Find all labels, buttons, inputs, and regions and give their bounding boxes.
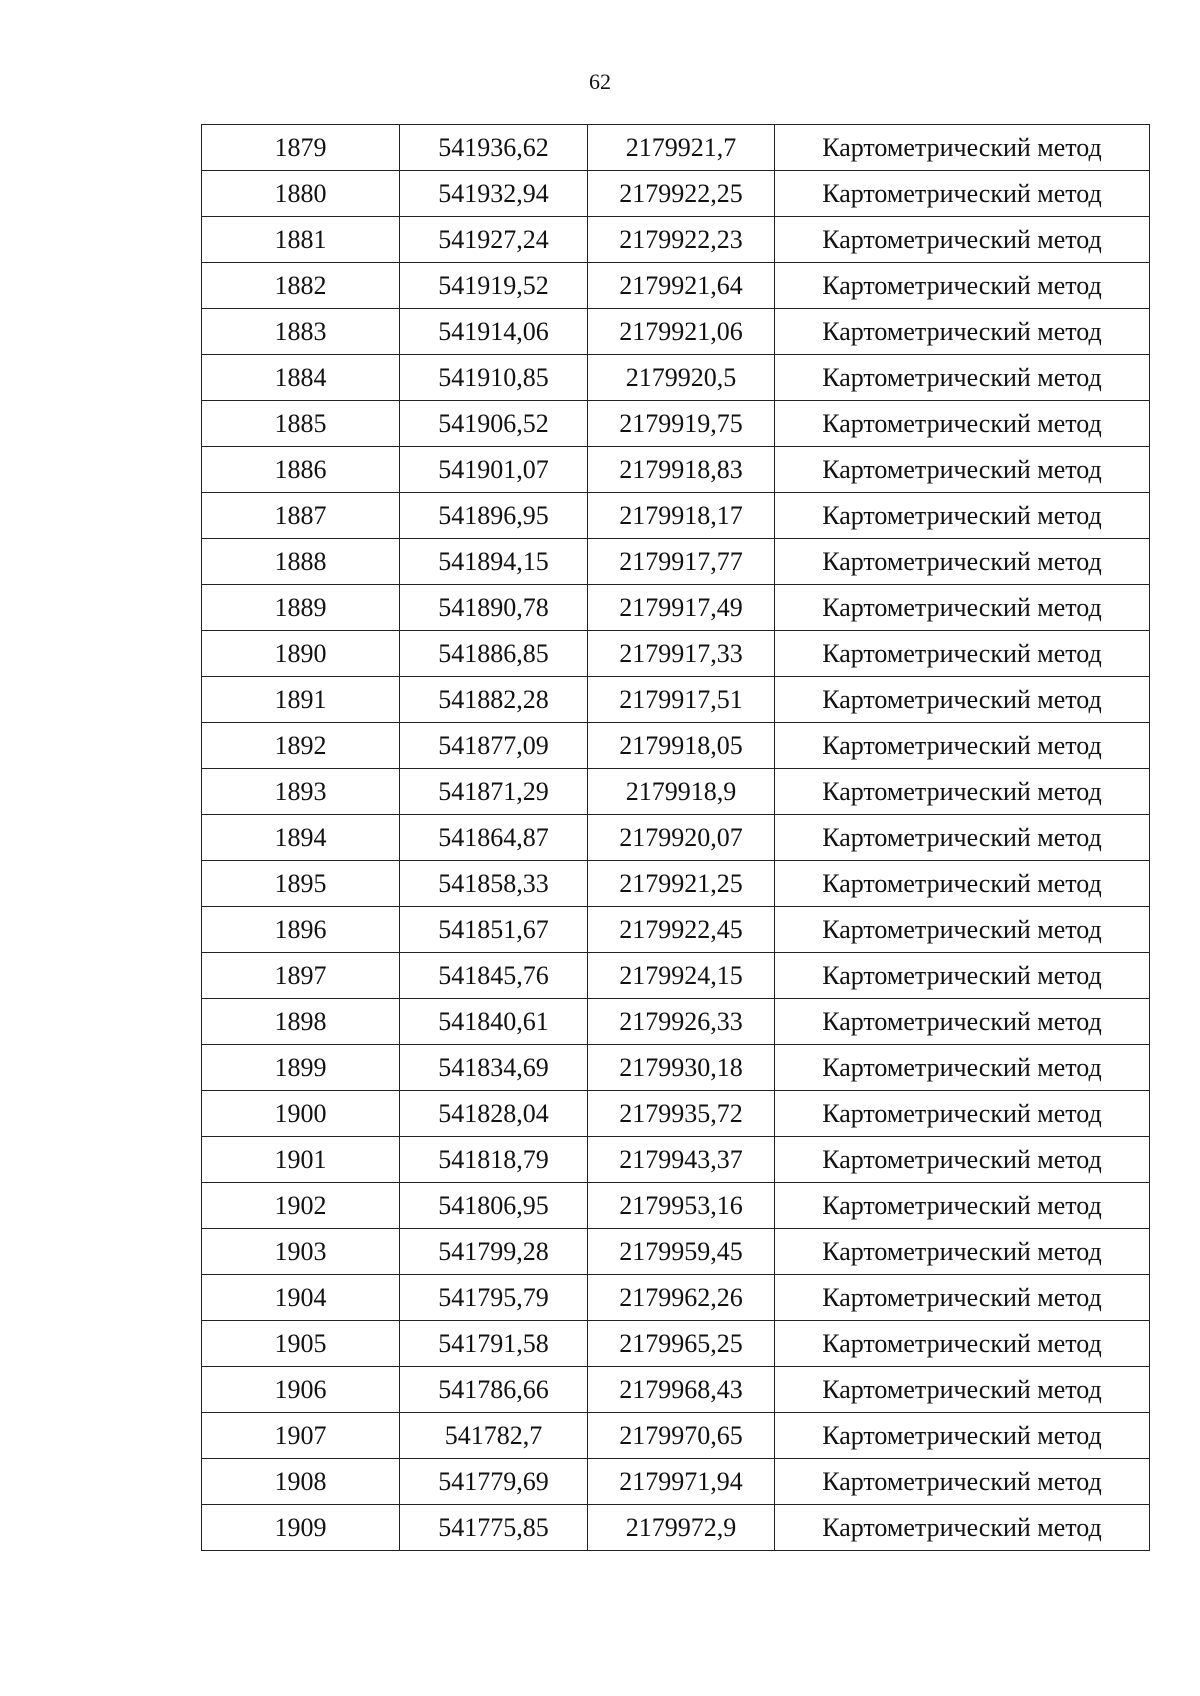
- point-number-cell: 1893: [202, 769, 400, 815]
- y-coordinate-cell: 2179920,5: [588, 355, 775, 401]
- method-cell: Картометрический метод: [775, 1275, 1150, 1321]
- point-number-cell: 1896: [202, 907, 400, 953]
- table-row: [202, 217, 1150, 263]
- method-cell: Картометрический метод: [775, 355, 1150, 401]
- table-row: [202, 1275, 1150, 1321]
- method-cell: Картометрический метод: [775, 217, 1150, 263]
- method-cell: Картометрический метод: [775, 999, 1150, 1045]
- coordinates-table: [201, 124, 1150, 1551]
- table-row: [202, 769, 1150, 815]
- method-cell: Картометрический метод: [775, 1137, 1150, 1183]
- method-cell: Картометрический метод: [775, 1045, 1150, 1091]
- table-row: [202, 1091, 1150, 1137]
- point-number-cell: 1899: [202, 1045, 400, 1091]
- x-coordinate-cell: 541886,85: [400, 631, 588, 677]
- x-coordinate-cell: 541799,28: [400, 1229, 588, 1275]
- table-row: [202, 401, 1150, 447]
- point-number-cell: 1906: [202, 1367, 400, 1413]
- point-number-cell: 1884: [202, 355, 400, 401]
- x-coordinate-cell: 541906,52: [400, 401, 588, 447]
- table-row: [202, 631, 1150, 677]
- x-coordinate-cell: 541932,94: [400, 171, 588, 217]
- x-coordinate-cell: 541894,15: [400, 539, 588, 585]
- table-row: [202, 1413, 1150, 1459]
- y-coordinate-cell: 2179919,75: [588, 401, 775, 447]
- method-cell: Картометрический метод: [775, 953, 1150, 999]
- method-cell: Картометрический метод: [775, 1459, 1150, 1505]
- x-coordinate-cell: 541791,58: [400, 1321, 588, 1367]
- x-coordinate-cell: 541871,29: [400, 769, 588, 815]
- point-number-cell: 1908: [202, 1459, 400, 1505]
- x-coordinate-cell: 541795,79: [400, 1275, 588, 1321]
- x-coordinate-cell: 541834,69: [400, 1045, 588, 1091]
- y-coordinate-cell: 2179943,37: [588, 1137, 775, 1183]
- y-coordinate-cell: 2179926,33: [588, 999, 775, 1045]
- point-number-cell: 1900: [202, 1091, 400, 1137]
- point-number-cell: 1890: [202, 631, 400, 677]
- y-coordinate-cell: 2179917,51: [588, 677, 775, 723]
- table-row: [202, 1505, 1150, 1551]
- method-cell: Картометрический метод: [775, 631, 1150, 677]
- x-coordinate-cell: 541864,87: [400, 815, 588, 861]
- x-coordinate-cell: 541840,61: [400, 999, 588, 1045]
- point-number-cell: 1907: [202, 1413, 400, 1459]
- y-coordinate-cell: 2179953,16: [588, 1183, 775, 1229]
- table-row: [202, 309, 1150, 355]
- method-cell: Картометрический метод: [775, 677, 1150, 723]
- method-cell: Картометрический метод: [775, 723, 1150, 769]
- table-row: [202, 1137, 1150, 1183]
- y-coordinate-cell: 2179965,25: [588, 1321, 775, 1367]
- method-cell: Картометрический метод: [775, 539, 1150, 585]
- point-number-cell: 1898: [202, 999, 400, 1045]
- y-coordinate-cell: 2179917,33: [588, 631, 775, 677]
- x-coordinate-cell: 541818,79: [400, 1137, 588, 1183]
- table-row: [202, 1367, 1150, 1413]
- x-coordinate-cell: 541919,52: [400, 263, 588, 309]
- y-coordinate-cell: 2179922,25: [588, 171, 775, 217]
- point-number-cell: 1882: [202, 263, 400, 309]
- y-coordinate-cell: 2179917,49: [588, 585, 775, 631]
- point-number-cell: 1887: [202, 493, 400, 539]
- y-coordinate-cell: 2179918,17: [588, 493, 775, 539]
- method-cell: Картометрический метод: [775, 1183, 1150, 1229]
- table-row: [202, 171, 1150, 217]
- point-number-cell: 1909: [202, 1505, 400, 1551]
- point-number-cell: 1892: [202, 723, 400, 769]
- y-coordinate-cell: 2179972,9: [588, 1505, 775, 1551]
- table-row: [202, 355, 1150, 401]
- method-cell: Картометрический метод: [775, 815, 1150, 861]
- table-row: [202, 815, 1150, 861]
- point-number-cell: 1885: [202, 401, 400, 447]
- method-cell: Картометрический метод: [775, 1321, 1150, 1367]
- method-cell: Картометрический метод: [775, 769, 1150, 815]
- x-coordinate-cell: 541851,67: [400, 907, 588, 953]
- y-coordinate-cell: 2179935,72: [588, 1091, 775, 1137]
- x-coordinate-cell: 541779,69: [400, 1459, 588, 1505]
- table-row: [202, 953, 1150, 999]
- x-coordinate-cell: 541936,62: [400, 125, 588, 171]
- method-cell: Картометрический метод: [775, 125, 1150, 171]
- point-number-cell: 1897: [202, 953, 400, 999]
- y-coordinate-cell: 2179921,64: [588, 263, 775, 309]
- y-coordinate-cell: 2179921,7: [588, 125, 775, 171]
- table-row: [202, 907, 1150, 953]
- method-cell: Картометрический метод: [775, 1505, 1150, 1551]
- y-coordinate-cell: 2179924,15: [588, 953, 775, 999]
- table-row: [202, 677, 1150, 723]
- point-number-cell: 1880: [202, 171, 400, 217]
- x-coordinate-cell: 541775,85: [400, 1505, 588, 1551]
- y-coordinate-cell: 2179918,83: [588, 447, 775, 493]
- x-coordinate-cell: 541845,76: [400, 953, 588, 999]
- x-coordinate-cell: 541914,06: [400, 309, 588, 355]
- y-coordinate-cell: 2179971,94: [588, 1459, 775, 1505]
- point-number-cell: 1905: [202, 1321, 400, 1367]
- x-coordinate-cell: 541890,78: [400, 585, 588, 631]
- point-number-cell: 1886: [202, 447, 400, 493]
- y-coordinate-cell: 2179968,43: [588, 1367, 775, 1413]
- x-coordinate-cell: 541806,95: [400, 1183, 588, 1229]
- x-coordinate-cell: 541910,85: [400, 355, 588, 401]
- table-row: [202, 1459, 1150, 1505]
- table-row: [202, 1045, 1150, 1091]
- method-cell: Картометрический метод: [775, 171, 1150, 217]
- y-coordinate-cell: 2179922,23: [588, 217, 775, 263]
- x-coordinate-cell: 541927,24: [400, 217, 588, 263]
- y-coordinate-cell: 2179959,45: [588, 1229, 775, 1275]
- y-coordinate-cell: 2179930,18: [588, 1045, 775, 1091]
- x-coordinate-cell: 541828,04: [400, 1091, 588, 1137]
- method-cell: Картометрический метод: [775, 493, 1150, 539]
- table-row: [202, 447, 1150, 493]
- table-row: [202, 999, 1150, 1045]
- point-number-cell: 1888: [202, 539, 400, 585]
- x-coordinate-cell: 541882,28: [400, 677, 588, 723]
- method-cell: Картометрический метод: [775, 447, 1150, 493]
- y-coordinate-cell: 2179918,05: [588, 723, 775, 769]
- table-row: [202, 1321, 1150, 1367]
- method-cell: Картометрический метод: [775, 907, 1150, 953]
- x-coordinate-cell: 541858,33: [400, 861, 588, 907]
- point-number-cell: 1902: [202, 1183, 400, 1229]
- point-number-cell: 1903: [202, 1229, 400, 1275]
- method-cell: Картометрический метод: [775, 309, 1150, 355]
- method-cell: Картометрический метод: [775, 1229, 1150, 1275]
- x-coordinate-cell: 541877,09: [400, 723, 588, 769]
- method-cell: Картометрический метод: [775, 401, 1150, 447]
- y-coordinate-cell: 2179921,25: [588, 861, 775, 907]
- table-row: [202, 539, 1150, 585]
- y-coordinate-cell: 2179962,26: [588, 1275, 775, 1321]
- table-row: [202, 493, 1150, 539]
- x-coordinate-cell: 541782,7: [400, 1413, 588, 1459]
- y-coordinate-cell: 2179921,06: [588, 309, 775, 355]
- point-number-cell: 1895: [202, 861, 400, 907]
- method-cell: Картометрический метод: [775, 1367, 1150, 1413]
- table-row: [202, 1183, 1150, 1229]
- table-row: [202, 263, 1150, 309]
- y-coordinate-cell: 2179918,9: [588, 769, 775, 815]
- y-coordinate-cell: 2179917,77: [588, 539, 775, 585]
- y-coordinate-cell: 2179922,45: [588, 907, 775, 953]
- point-number-cell: 1881: [202, 217, 400, 263]
- method-cell: Картометрический метод: [775, 263, 1150, 309]
- method-cell: Картометрический метод: [775, 1413, 1150, 1459]
- method-cell: Картометрический метод: [775, 585, 1150, 631]
- y-coordinate-cell: 2179920,07: [588, 815, 775, 861]
- table-row: [202, 585, 1150, 631]
- point-number-cell: 1889: [202, 585, 400, 631]
- point-number-cell: 1891: [202, 677, 400, 723]
- table-row: [202, 723, 1150, 769]
- table-row: [202, 1229, 1150, 1275]
- point-number-cell: 1901: [202, 1137, 400, 1183]
- method-cell: Картометрический метод: [775, 1091, 1150, 1137]
- point-number-cell: 1879: [202, 125, 400, 171]
- point-number-cell: 1883: [202, 309, 400, 355]
- table-row: [202, 125, 1150, 171]
- y-coordinate-cell: 2179970,65: [588, 1413, 775, 1459]
- page-number: 62: [589, 69, 611, 94]
- x-coordinate-cell: 541786,66: [400, 1367, 588, 1413]
- x-coordinate-cell: 541901,07: [400, 447, 588, 493]
- x-coordinate-cell: 541896,95: [400, 493, 588, 539]
- point-number-cell: 1904: [202, 1275, 400, 1321]
- table-row: [202, 861, 1150, 907]
- point-number-cell: 1894: [202, 815, 400, 861]
- coordinates-table-body: [202, 125, 1150, 1551]
- method-cell: Картометрический метод: [775, 861, 1150, 907]
